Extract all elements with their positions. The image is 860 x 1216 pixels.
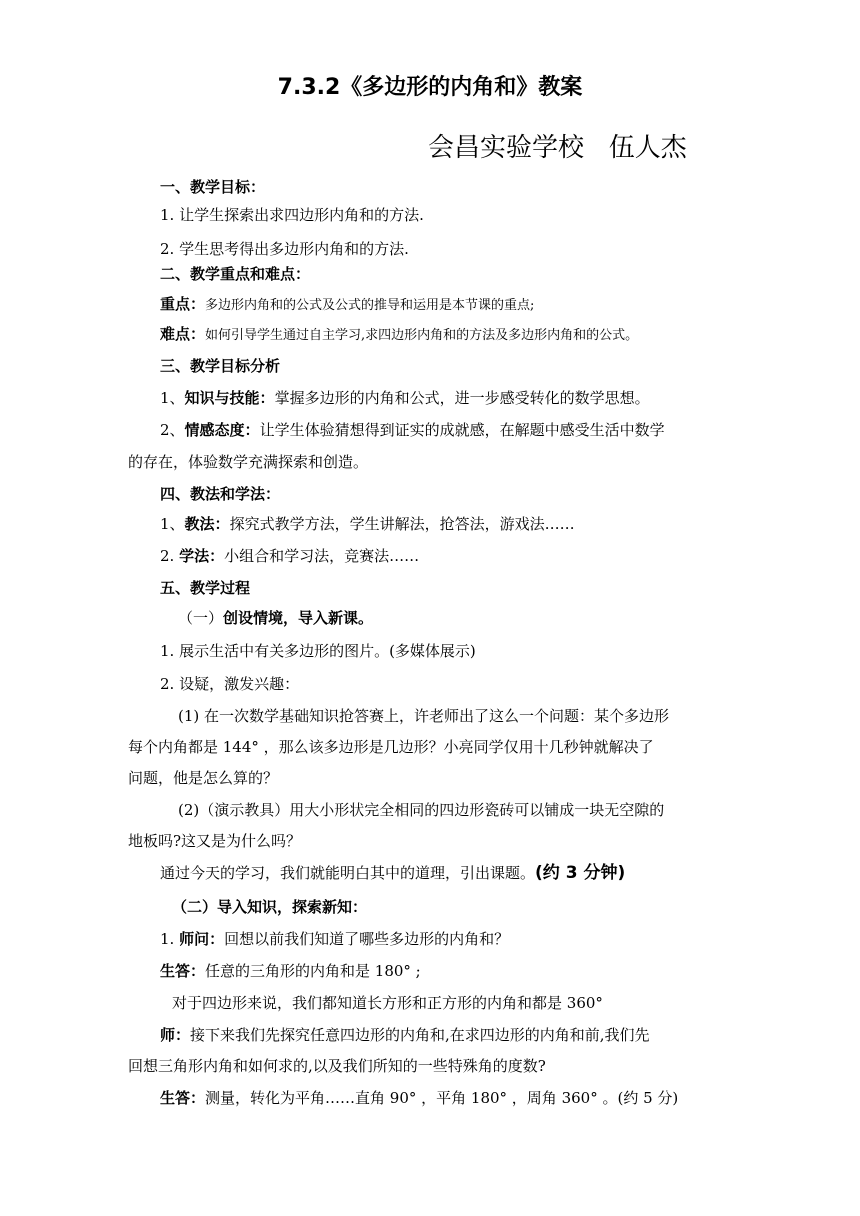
knowledge-skills-text: 掌握多边形的内角和公式，进一步感受转化的数学思想。 [274, 389, 650, 407]
student-answer-1-cont: 对于四边形来说，我们都知道长方形和正方形的内角和都是 360° [172, 994, 603, 1012]
difficult-point-text: 如何引导学生通过自主学习,求四边形内角和的方法及多边形内角和的公式。 [205, 328, 639, 343]
subsection-1-text: 创设情境，导入新课。 [223, 609, 374, 627]
section1-heading: 一、教学目标： [160, 178, 266, 196]
teaching-method-label: 教法： [184, 515, 230, 533]
objective-2: 2. 学生思考得出多边形内角和的方法. [160, 240, 409, 258]
student-answer-2 [160, 1088, 678, 1108]
teaching-method-text: 探究式教学方法，学生讲解法，抢答法，游戏法…… [229, 515, 575, 533]
subsection-1-num: （一） [178, 609, 224, 627]
knowledge-skills-num: 1、 [160, 389, 185, 407]
document-title: 7.3.2《多边形的内角和》教案 [277, 75, 583, 100]
subsection-2: （二）导入知识，探索新知： [172, 898, 368, 916]
attitude-num: 2、 [160, 421, 185, 439]
teaching-method [160, 514, 575, 534]
student-answer-1-text: 任意的三角形的内角和是 180° ; [205, 962, 421, 980]
student-answer-2-text: 测量，转化为平角……直角 90° ，平角 180° ，周角 360° 。(约 5 分) [205, 1089, 679, 1107]
teacher-question-1-text: 回想以前我们知道了哪些多边形的内角和？ [224, 930, 510, 948]
subsection-1 [178, 608, 373, 628]
teacher-question-1-label: 师问： [179, 930, 225, 948]
learning-method-label: 学法： [179, 547, 225, 565]
question-1-line-a: (1) 在一次数学基础知识抢答赛上，许老师出了这么一个问题：某个多边形 [178, 707, 670, 725]
key-point [160, 294, 534, 316]
teacher-question-1-num: 1. [160, 930, 180, 948]
learning-method [160, 546, 419, 566]
student-answer-1 [160, 961, 421, 981]
attitude-text-a: 让学生体验猜想得到证实的成就感，在解题中感受生活中数学 [259, 421, 665, 439]
key-point-text: 多边形内角和的公式及公式的推导和运用是本节课的重点; [205, 298, 535, 313]
teaching-method-num: 1、 [160, 515, 185, 533]
teacher-prompt-line-b: 回想三角形内角和如何求的,以及我们所知的一些特殊角的度数? [128, 1057, 546, 1075]
question-2-line-b: 地板吗?这又是为什么吗？ [128, 832, 302, 850]
question-1-line-b: 每个内角都是 144° ，那么该多边形是几边形？小亮同学仅用十几秒钟就解决了 [128, 738, 654, 756]
teacher-question-1 [160, 929, 509, 949]
knowledge-skills [160, 388, 650, 408]
section5-heading: 五、教学过程 [160, 579, 251, 597]
section3-heading: 三、教学目标分析 [160, 357, 281, 375]
intro-conclusion-text: 通过今天的学习，我们就能明白其中的道理，引出课题。 [160, 864, 536, 882]
difficult-point [160, 324, 638, 346]
student-answer-1-label: 生答： [160, 962, 206, 980]
section4-heading: 四、教法和学法： [160, 485, 281, 503]
teacher-prompt-label: 师： [160, 1026, 191, 1044]
attitude-line-1 [160, 420, 665, 440]
knowledge-skills-label: 知识与技能： [184, 389, 275, 407]
attitude-line-2: 的存在，体验数学充满探索和创造。 [128, 453, 369, 471]
section2-heading: 二、教学重点和难点： [160, 265, 311, 283]
intro-time: (约 3 分钟) [535, 863, 626, 883]
process-item-1: 1. 展示生活中有关多边形的图片。(多媒体展示) [160, 642, 476, 660]
question-1-line-c: 问题，他是怎么算的？ [128, 769, 279, 787]
question-2-line-a: (2)（演示教具）用大小形状完全相同的四边形瓷砖可以铺成一块无空隙的 [178, 801, 665, 819]
teacher-prompt-line-a [160, 1025, 650, 1045]
intro-conclusion [160, 863, 625, 883]
student-answer-2-label: 生答： [160, 1089, 206, 1107]
objective-1: 1. 让学生探索出求四边形内角和的方法. [160, 206, 424, 224]
attitude-label: 情感态度： [184, 421, 260, 439]
teacher-prompt-text-a: 接下来我们先探究任意四边形的内角和,在求四边形的内角和前,我们先 [190, 1026, 650, 1044]
author-line: 会昌实验学校 伍人杰 [428, 133, 687, 163]
process-item-2: 2. 设疑，激发兴趣： [160, 675, 300, 693]
learning-method-num: 2. [160, 547, 180, 565]
key-point-label: 重点： [160, 295, 206, 313]
learning-method-text: 小组合和学习法，竞赛法…… [224, 547, 420, 565]
difficult-point-label: 难点： [160, 325, 206, 343]
